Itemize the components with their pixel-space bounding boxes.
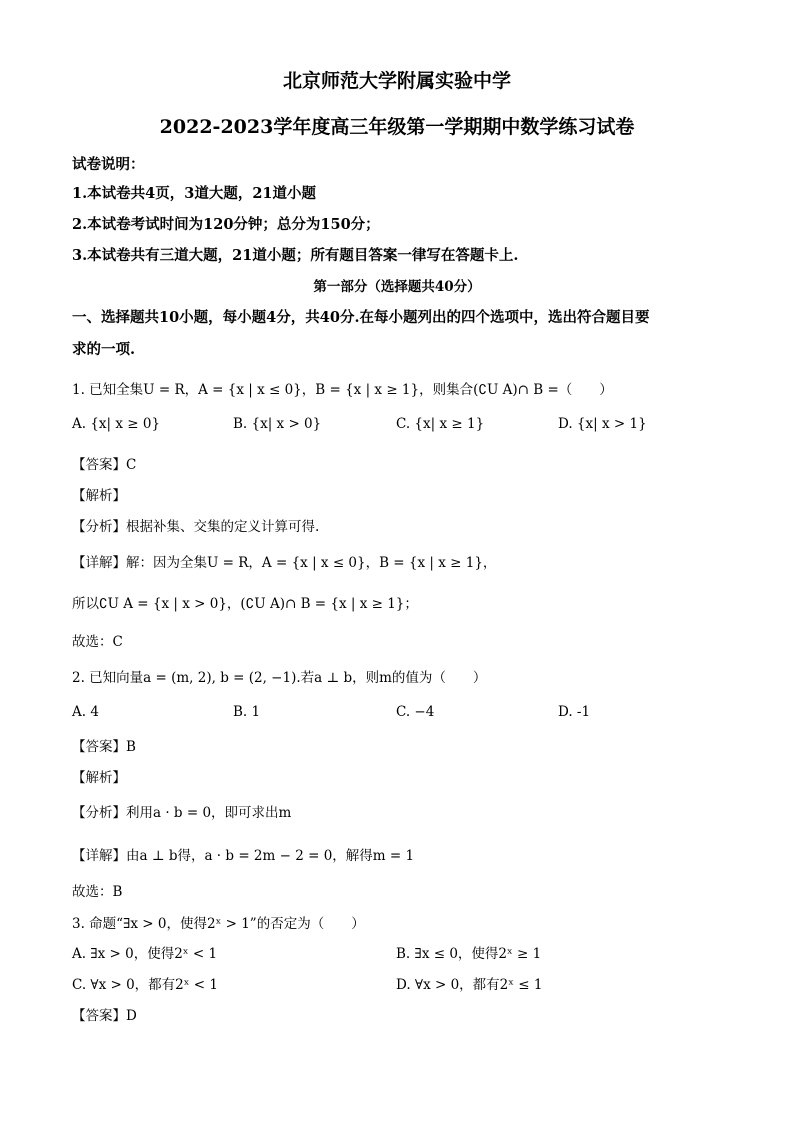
q1-option-c: C. {x| x ≥ 1} — [396, 416, 485, 432]
q1-option-a: A. {x| x ≥ 0} — [72, 416, 161, 432]
q2-answer: 【答案】B — [72, 739, 136, 755]
q2-option-c: C. −4 — [396, 704, 435, 720]
q1-choose: 故选：C — [72, 634, 123, 650]
q2-option-d: D. -1 — [558, 704, 591, 720]
q1-fenxi: 【分析】根据补集、交集的定义计算可得. — [72, 519, 320, 535]
q1-detail: 【详解】解：因为全集U = R，A = {x | x ≤ 0}，B = {x | x ≥ 1}， — [72, 555, 497, 571]
q2-option-b: B. 1 — [233, 704, 261, 720]
school-name: 北京师范大学附属实验中学 — [282, 70, 511, 92]
part1-title: 第一部分（选择题共40分） — [313, 279, 481, 295]
q1-analysis-label: 【解析】 — [72, 488, 126, 504]
instruction-3: 3.本试卷共有三道大题，21道小题；所有题目答案一律写在答题卡上. — [72, 247, 519, 264]
q3-stem: 3. 命题“∃x > 0，使得2ˣ > 1”的否定为（ ） — [72, 916, 365, 932]
part1-intro-line1: 一、选择题共10小题，每小题4分，共40分.在每小题列出的四个选项中，选出符合题目要 — [72, 309, 650, 326]
q2-stem: 2. 已知向量a = (m, 2), b = (2, −1).若a ⊥ b，则m的值为（ ） — [72, 670, 487, 686]
q1-option-b: B. {x| x > 0} — [233, 416, 322, 432]
q3-option-a: A. ∃x > 0，使得2ˣ < 1 — [72, 946, 218, 962]
q1-option-d: D. {x| x > 1} — [558, 416, 647, 432]
q2-option-a: A. 4 — [72, 704, 99, 720]
part1-intro-line2: 求的一项. — [72, 341, 136, 358]
instructions-heading: 试卷说明： — [72, 156, 145, 173]
q1-answer: 【答案】C — [72, 457, 137, 473]
q3-answer: 【答案】D — [72, 1008, 137, 1024]
instruction-1: 1.本试卷共4页，3道大题，21道小题 — [72, 185, 316, 202]
q2-fenxi: 【分析】利用a · b = 0，即可求出m — [72, 805, 292, 821]
instruction-2: 2.本试卷考试时间为120分钟；总分为150分； — [72, 216, 380, 233]
q2-analysis-label: 【解析】 — [72, 770, 126, 786]
q2-detail: 【详解】由a ⊥ b得，a · b = 2m − 2 = 0，解得m = 1 — [72, 848, 415, 864]
q3-option-b: B. ∃x ≤ 0，使得2ˣ ≥ 1 — [396, 946, 542, 962]
q3-option-d: D. ∀x > 0，都有2ˣ ≤ 1 — [396, 977, 543, 993]
q1-stem: 1. 已知全集U = R，A = {x | x ≤ 0}，B = {x | x ≥ 1}，则集合(∁U A)∩ B =（ ） — [72, 382, 613, 398]
exam-title: 2022-2023学年度高三年级第一学期期中数学练习试卷 — [159, 116, 635, 138]
q1-detail2: 所以∁U A = {x | x > 0}，(∁U A)∩ B = {x | x ≥ 1}； — [72, 596, 418, 612]
q3-option-c: C. ∀x > 0，都有2ˣ < 1 — [72, 977, 218, 993]
q2-choose: 故选：B — [72, 884, 123, 900]
